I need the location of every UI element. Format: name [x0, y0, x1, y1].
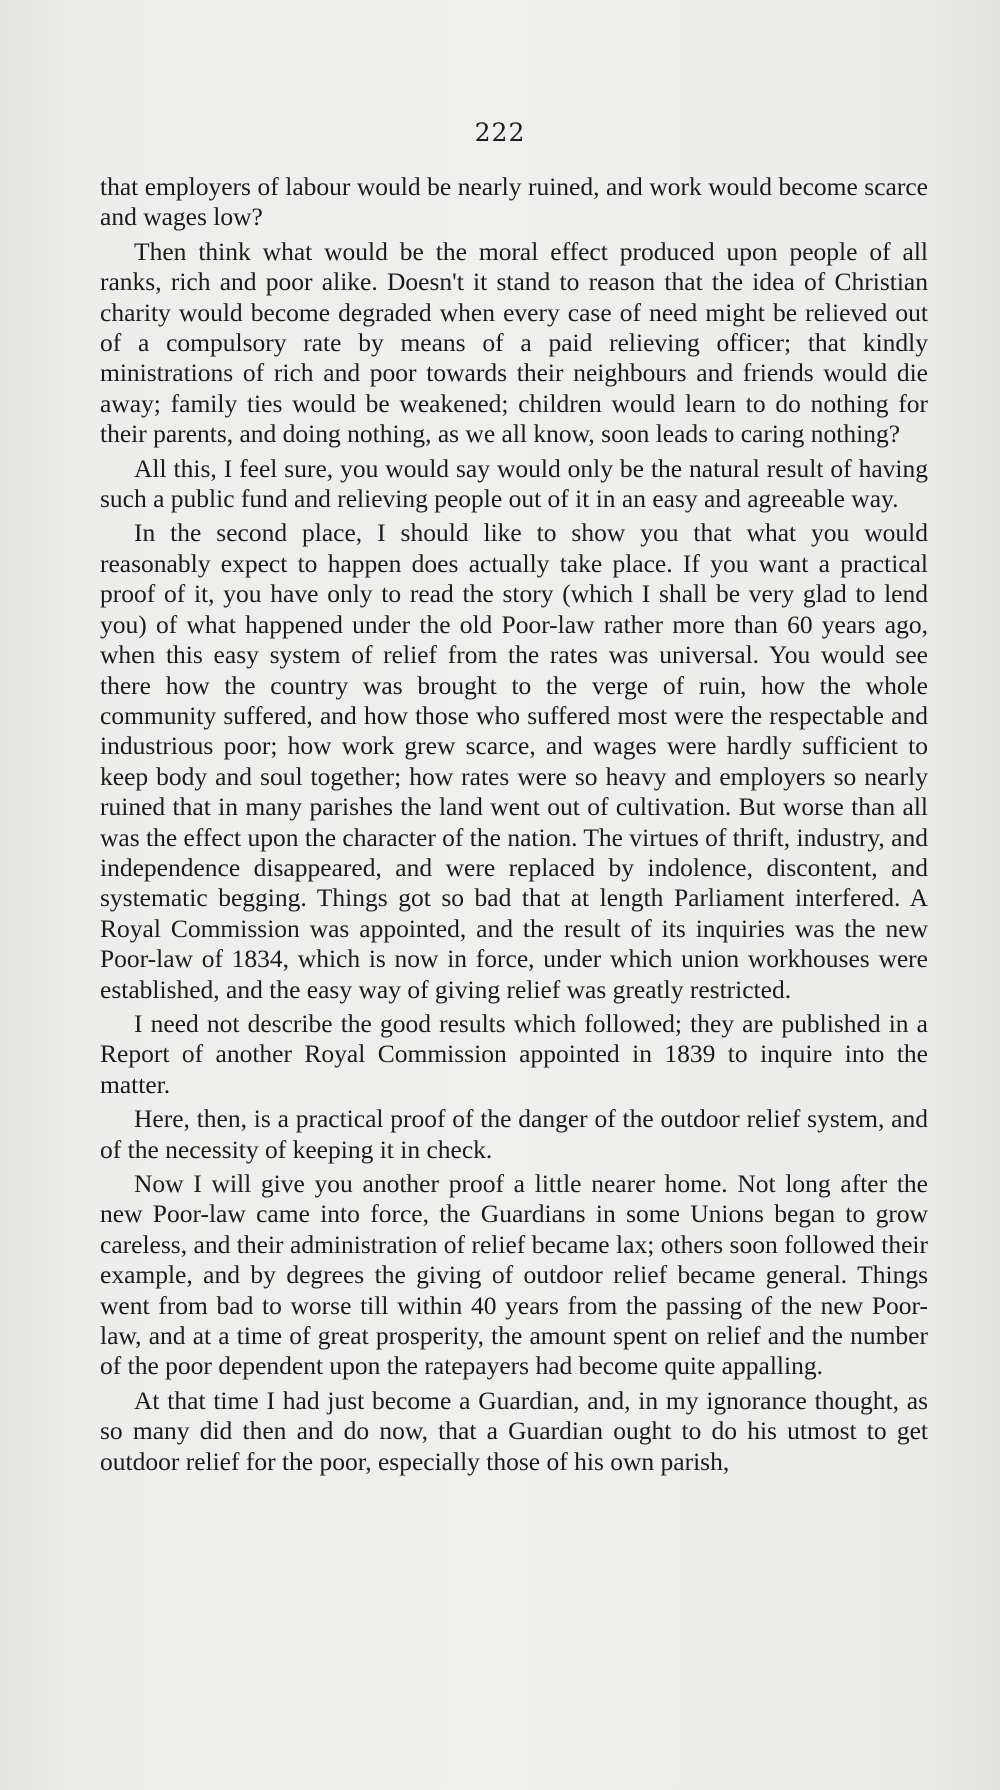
- paragraph: At that time I had just become a Guardian, and, in my ignorance thought, as so many did then and do now, that a Guardian ought to do his utmost to get outdoor relief for the poor, especially those of his own parish,: [100, 1385, 928, 1476]
- paragraph: In the second place, I should like to show you that what you would reasonably expect to happen does actually take place. If you want a practical proof of it, you have only to read the story (which I shall be very glad to lend you) of what happened under the old Poor-law rather more than 60 years ago, when this easy system of relief from the rates was universal. You would see there how the country was brought to the verge of ruin, how the whole community suffered, and how those who suffered most were the respectable and industrious poor; how work grew scarce, and wages were hardly sufficient to keep body and soul together; how rates were so heavy and employers so nearly ruined that in many parishes the land went out of cultivation. But worse than all was the effect upon the character of the nation. The virtues of thrift, industry, and independence disappeared, and were replaced by indolence, discontent, and systematic begging. Things got so bad that at length Parliament interfered. A Royal Commission was appointed, and the result of its inquiries was the new Poor-law of 1834, which is now in force, under which union workhouses were established, and the easy way of giving relief was greatly restricted.: [100, 518, 929, 1004]
- page-number: 222: [474, 118, 526, 147]
- paragraph: Here, then, is a practical proof of the danger of the outdoor relief system, and of the necessity of keeping it in check.: [100, 1104, 928, 1164]
- paragraph: Then think what would be the moral effect produced upon people of all ranks, rich and poor alike. Doesn't it stand to reason that the idea of Christian charity would become degraded when every case of need might be relieved out of a compulsory rate by means of a paid relieving officer; that kindly ministrations of rich and poor towards their neighbours and friends would die away; family ties would be weakened; children would learn to do nothing for their parents, and doing nothing, as we all know, soon leads to caring nothing?: [100, 236, 928, 449]
- paragraph: I need not describe the good results which followed; they are published in a Report of another Royal Commission appointed in 1839 to inquire into the matter.: [100, 1008, 928, 1099]
- paragraph: All this, I feel sure, you would say would only be the natural result of having such a public fund and relieving people out of it in an easy and agreeable way.: [100, 453, 928, 514]
- body-text: [100, 172, 928, 1481]
- paragraph: Now I will give you another proof a little nearer home. Not long after the new Poor-law came into force, the Guardians in some Unions began to grow careless, and their administration of relief became lax; others soon followed their example, and by degrees the giving of outdoor relief became general. Things went from bad to worse till within 40 years from the passing of the new Poor-law, and at a time of great prosperity, the amount spent on relief and the number of the poor dependent upon the ratepayers had become quite appalling.: [100, 1169, 928, 1381]
- paragraph: that employers of labour would be nearly ruined, and work would become scarce and wages low?: [100, 172, 928, 232]
